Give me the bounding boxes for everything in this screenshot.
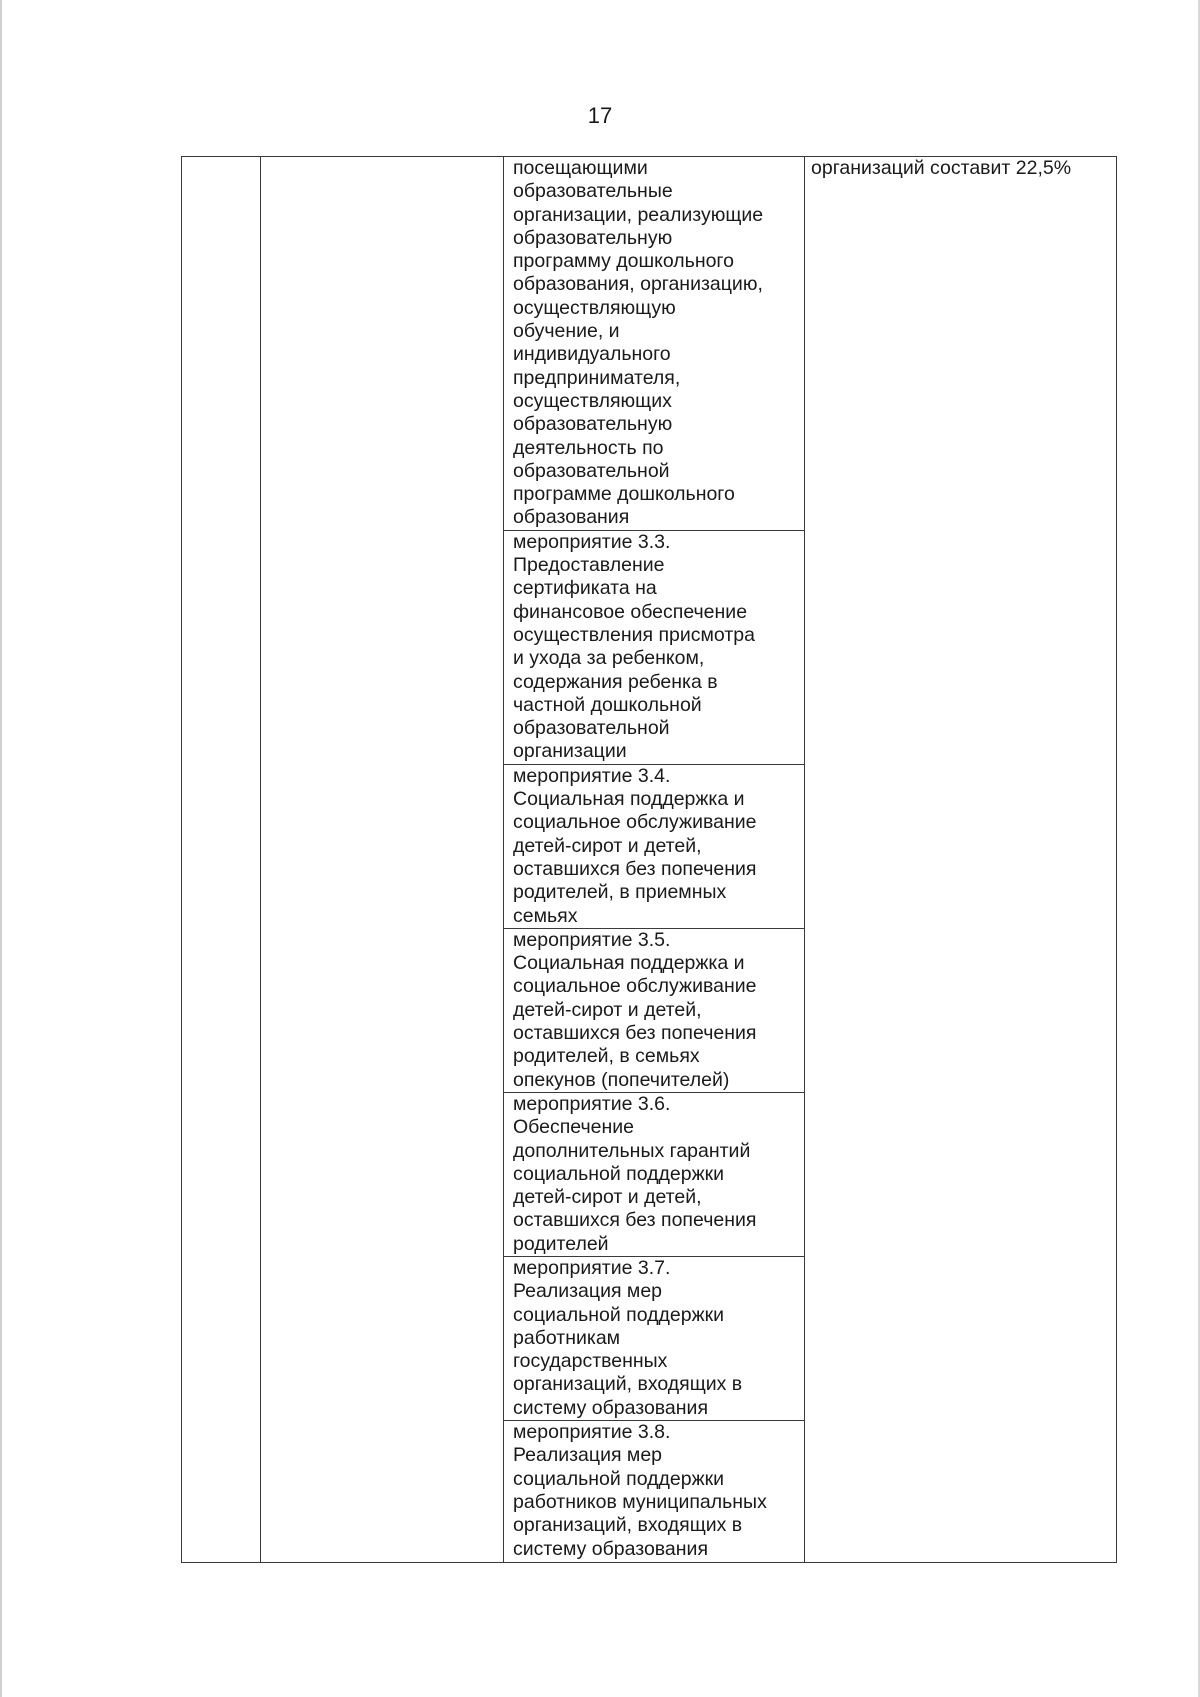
measure-cell-3-6: мероприятие 3.6. Обеспечение дополнительных гарантий социальной поддержки детей-сирот и детей, оставшихся без попечения родителей [504, 1092, 805, 1256]
program-measures-table [181, 156, 1117, 1563]
empty-number-cell [182, 157, 261, 1563]
measure-cell-3-4: мероприятие 3.4. Социальная поддержка и социальное обслуживание детей-сирот и детей, оставшихся без попечения родителей, в приемных семьях [504, 764, 805, 928]
measure-cell-3-5: мероприятие 3.5. Социальная поддержка и социальное обслуживание детей-сирот и детей, оставшихся без попечения родителей, в семьях опекунов (попечителей) [504, 928, 805, 1092]
table-row [182, 157, 1117, 531]
scan-edge-left [0, 0, 2, 1697]
measure-cell-3-8: мероприятие 3.8. Реализация мер социальной поддержки работников муниципальных организаций, входящих в систему образования [504, 1421, 805, 1563]
measure-cell-3-3: мероприятие 3.3. Предоставление сертификата на финансовое обеспечение осуществления присмотра и ухода за ребенком, содержания ребенка в частной дошкольной образовательной организации [504, 530, 805, 764]
measure-cell-3-7: мероприятие 3.7. Реализация мер социальной поддержки работникам государственных организаций, входящих в систему образования [504, 1256, 805, 1420]
empty-name-cell [261, 157, 504, 1563]
measure-cell-continuation: посещающими образовательные организации, реализующие образовательную программу дошкольного образования, организацию, осуществляющую обучение, и индивидуального предпринимателя, осуществляющих образовательную деятельность по образовательной программе дошкольного образования [504, 157, 805, 531]
result-cell: организаций составит 22,5% [805, 157, 1117, 1563]
page-number: 17 [587, 103, 613, 128]
